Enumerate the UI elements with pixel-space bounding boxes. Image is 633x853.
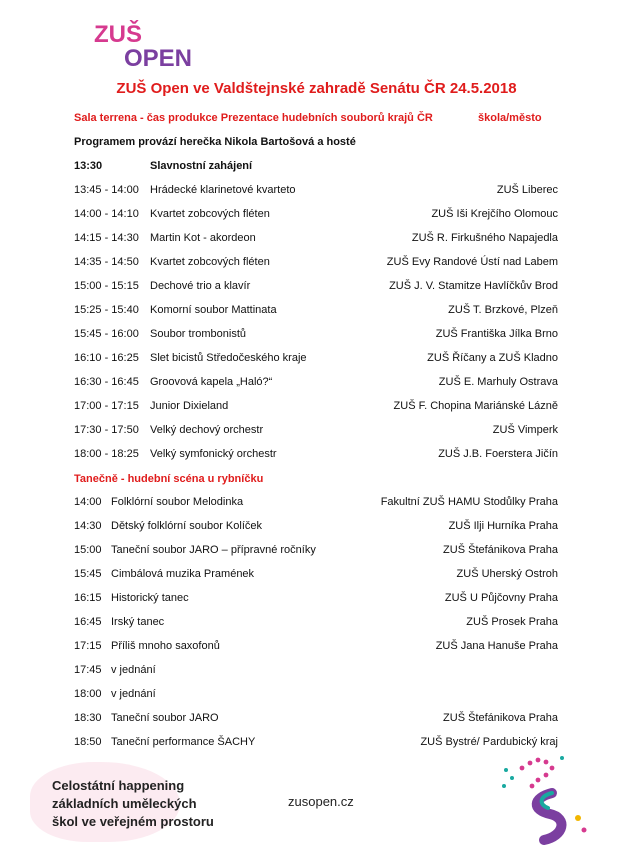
schedule-row	[74, 638, 558, 654]
section1-intro: Programem provází herečka Nikola Bartošová a hosté	[74, 136, 356, 148]
row-time: 15:45 - 16:00	[74, 328, 139, 340]
row-time: 13:45 - 14:00	[74, 184, 139, 196]
row-school: ZUŠ Liberec	[496, 184, 558, 196]
row-name: Junior Dixieland	[150, 400, 229, 412]
schedule-row	[74, 206, 558, 222]
row-school: ZUŠ Evy Randové Ústí nad Labem	[386, 256, 558, 268]
row-school: ZUŠ F. Chopina Mariánské Lázně	[393, 400, 558, 412]
row-school: ZUŠ Uherský Ostroh	[456, 568, 558, 580]
row-school: ZUŠ Říčany a ZUŠ Kladno	[427, 352, 558, 364]
row-name: Taneční performance ŠACHY	[111, 736, 256, 748]
section2-heading	[74, 473, 563, 485]
page-title: ZUŠ Open ve Valdštejnské zahradě Senátu ČR 24.5.2018	[116, 80, 517, 97]
schedule-row	[74, 302, 558, 318]
schedule-row	[74, 686, 558, 702]
row-name: Slet bicistů Středočeského kraje	[150, 352, 307, 364]
zus-open-logo	[92, 20, 232, 70]
row-school: ZUŠ Františka Jílka Brno	[435, 328, 558, 340]
schedule-row	[74, 566, 558, 582]
row-time: 14:00 - 14:10	[74, 208, 139, 220]
row-school: ZUŠ E. Marhuly Ostrava	[438, 376, 558, 388]
section1-heading-text: Sala terrena - čas produkce Prezentace hudebních souborů krajů ČR	[74, 112, 433, 124]
footer-tagline	[52, 777, 214, 831]
schedule-row	[74, 374, 558, 390]
tagline-line: základních uměleckých	[52, 796, 197, 811]
row-school: ZUŠ T. Brzkové, Plzeň	[448, 304, 558, 316]
row-time: 15:00	[74, 544, 102, 556]
row-name: Kvartet zobcových fléten	[150, 256, 270, 268]
row-name: Martin Kot - akordeon	[150, 232, 256, 244]
schedule-row	[74, 350, 558, 366]
schedule-row	[74, 326, 558, 342]
schedule-row	[74, 614, 558, 630]
row-time: 14:15 - 14:30	[74, 232, 139, 244]
schedule-row	[74, 278, 558, 294]
row-name: Komorní soubor Mattinata	[150, 304, 277, 316]
row-name: v jednání	[111, 688, 156, 700]
row-school: ZUŠ R. Firkušného Napajedla	[411, 232, 558, 244]
row-name: Velký symfonický orchestr	[150, 448, 277, 460]
schedule-row	[74, 230, 558, 246]
row-time: 18:50	[74, 736, 102, 748]
schedule-row	[74, 518, 558, 534]
row-name: Taneční soubor JARO – přípravné ročníky	[111, 544, 316, 556]
logo-text-top: ZUŠ	[94, 21, 142, 48]
schedule-row	[74, 662, 558, 678]
row-time: 18:00 - 18:25	[74, 448, 139, 460]
school-column-heading: škola/město	[478, 112, 542, 124]
schedule-row	[74, 182, 558, 198]
row-time: 15:25 - 15:40	[74, 304, 139, 316]
row-time: 17:00 - 17:15	[74, 400, 139, 412]
row-time: 14:00	[74, 496, 102, 508]
schedule-row	[74, 590, 558, 606]
row-name: Příliš mnoho saxofonů	[111, 640, 220, 652]
schedule-row	[74, 398, 558, 414]
row-school: ZUŠ Bystré/ Pardubický kraj	[420, 736, 558, 748]
row-time: 17:30 - 17:50	[74, 424, 139, 436]
row-school: ZUŠ U Půjčovny Praha	[444, 592, 558, 604]
row-school: ZUŠ Vimperk	[492, 424, 558, 436]
row-time: 17:15	[74, 640, 102, 652]
schedule-row	[74, 734, 558, 750]
tagline-line: škol ve veřejném prostoru	[52, 814, 214, 829]
row-name: Soubor trombonistů	[150, 328, 246, 340]
logo-text-bottom: OPEN	[124, 45, 193, 70]
row-time: 15:45	[74, 568, 102, 580]
schedule-row	[74, 422, 558, 438]
row-school: ZUŠ Štefánikova Praha	[443, 544, 558, 556]
schedule-row	[74, 446, 558, 462]
decorative-s-graphic	[492, 748, 602, 848]
row-name: Dechové trio a klavír	[150, 280, 251, 292]
row-school: ZUŠ Štefánikova Praha	[443, 712, 558, 724]
schedule-row	[74, 542, 558, 558]
row-name: Taneční soubor JARO	[111, 712, 219, 724]
row-time: 16:10 - 16:25	[74, 352, 139, 364]
schedule-row	[74, 254, 558, 270]
row-name: v jednání	[111, 664, 156, 676]
row-time: 13:30	[74, 160, 103, 172]
row-school: ZUŠ Iši Krejčího Olomouc	[431, 208, 558, 220]
row-name: Groovová kapela „Haló?“	[150, 376, 273, 388]
row-name: Irský tanec	[111, 616, 165, 628]
row-name: Kvartet zobcových fléten	[150, 208, 270, 220]
row-name: Cimbálová muzika Pramének	[111, 568, 255, 580]
row-name: Slavnostní zahájení	[150, 160, 253, 172]
row-name: Dětský folklórní soubor Kolíček	[111, 520, 263, 532]
row-time: 17:45	[74, 664, 102, 676]
row-school: ZUŠ J. V. Stamitze Havlíčkův Brod	[389, 280, 558, 292]
section2-heading-text: Tanečně - hudební scéna u rybníčku	[74, 473, 264, 485]
row-time: 14:30	[74, 520, 102, 532]
row-school: ZUŠ Prosek Praha	[466, 616, 558, 628]
website-link[interactable]: zusopen.cz	[288, 794, 354, 809]
row-time: 18:30	[74, 712, 102, 724]
row-school: ZUŠ Ilji Hurníka Praha	[448, 520, 558, 532]
row-time: 16:30 - 16:45	[74, 376, 139, 388]
row-name: Hrádecké klarinetové kvarteto	[150, 184, 296, 196]
row-school: ZUŠ Jana Hanuše Praha	[435, 640, 558, 652]
row-name: Velký dechový orchestr	[150, 424, 264, 436]
row-time: 16:45	[74, 616, 102, 628]
row-school: ZUŠ J.B. Foerstera Jičín	[438, 448, 558, 460]
schedule-row	[74, 158, 558, 174]
row-school: Fakultní ZUŠ HAMU Stodůlky Praha	[380, 496, 558, 508]
row-time: 15:00 - 15:15	[74, 280, 139, 292]
schedule-row	[74, 494, 558, 510]
schedule-row	[74, 710, 558, 726]
row-name: Historický tanec	[111, 592, 189, 604]
section1-heading	[74, 112, 563, 124]
row-time: 18:00	[74, 688, 102, 700]
row-time: 14:35 - 14:50	[74, 256, 139, 268]
row-name: Folklórní soubor Melodinka	[111, 496, 244, 508]
tagline-line: Celostátní happening	[52, 778, 185, 793]
row-time: 16:15	[74, 592, 102, 604]
